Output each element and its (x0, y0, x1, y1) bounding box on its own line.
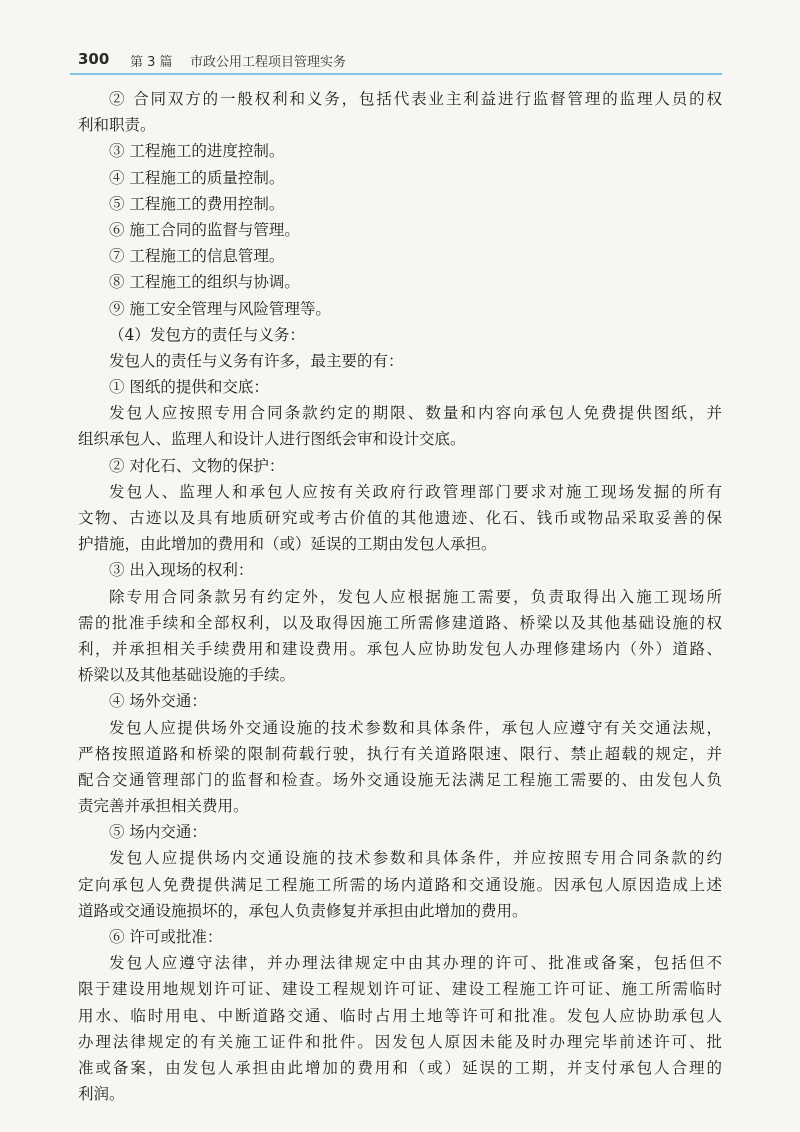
page-body (78, 86, 722, 1107)
text-line: 组织承包人、监理人和设计人进行图纸会审和设计交底。 (78, 430, 466, 449)
text-line: 发包人应遵守法律，并办理法律规定中由其办理的许可、批准或备案，包括但不 (109, 954, 722, 973)
text-line: ⑦ 工程施工的信息管理。 (109, 247, 285, 266)
text-line: 用水、临时用电、中断道路交通、临时占用土地等许可和批准。发包人应协助承包人 (78, 1006, 722, 1025)
text-line: ③ 工程施工的进度控制。 (109, 142, 285, 161)
text-line: ④ 场外交通： (109, 692, 207, 711)
text-line: 利，并承担相关手续费用和建设费用。承包人应协助发包人办理修建场内（外）道路、 (78, 639, 722, 658)
text-line: 责完善并承担相关费用。 (78, 797, 249, 816)
text-line: 桥梁以及其他基础设施的手续。 (78, 666, 296, 685)
text-line: ④ 工程施工的质量控制。 (109, 168, 285, 187)
text-line: 护措施，由此增加的费用和（或）延误的工期由发包人承担。 (78, 535, 497, 554)
text-line: 发包人的责任与义务有许多，最主要的有： (109, 351, 404, 370)
part-title: 市政公用工程项目管理实务 (190, 55, 347, 70)
text-line: ⑥ 许可或批准： (109, 928, 223, 946)
text-line: 道路或交通设施损坏的，承包人负责修复并承担由此增加的费用。 (78, 901, 528, 920)
text-line: 准或备案，由发包人承担由此增加的费用和（或）延误的工期，并支付承包人合理的 (78, 1058, 722, 1077)
text-line: ② 合同双方的一般权利和义务，包括代表业主利益进行监督管理的监理人员的权 (109, 90, 722, 108)
text-line: 发包人应提供场外交通设施的技术参数和具体条件，承包人应遵守有关交通法规， (109, 718, 722, 737)
text-line: ③ 出入现场的权利： (109, 561, 254, 580)
text-line: ⑧ 工程施工的组织与协调。 (109, 273, 300, 292)
text-line: 发包人应按照专用合同条款约定的期限、数量和内容向承包人免费提供图纸，并 (109, 404, 722, 423)
text-line: 文物、古迹以及具有地质研究或考古价值的其他遗迹、化石、钱币或物品采取妥善的保 (78, 509, 722, 527)
text-line: 除专用合同条款另有约定外，发包人应根据施工需要，负责取得出入施工现场所 (109, 587, 722, 606)
text-line: 定向承包人免费提供满足工程施工所需的场内道路和交通设施。因承包人原因造成上述 (78, 875, 722, 894)
text-line: 发包人应提供场内交通设施的技术参数和具体条件，并应按照专用合同条款的约 (109, 849, 722, 868)
text-line: ⑤ 场内交通： (109, 823, 207, 842)
text-line: 利润。 (78, 1085, 125, 1104)
text-line: 发包人、监理人和承包人应按有关政府行政管理部门要求对施工现场发掘的所有 (109, 482, 722, 501)
text-line: 办理法律规定的有关施工证件和批件。因发包人原因未能及时办理完毕前述许可、批 (78, 1032, 722, 1051)
text-line: （4）发包方的责任与义务： (109, 325, 305, 344)
text-line: 配合交通管理部门的监督和检查。场外交通设施无法满足工程施工需要的、由发包人负 (78, 770, 722, 789)
page-number: 300 (78, 50, 110, 68)
text-line: ⑥ 施工合同的监督与管理。 (109, 220, 300, 239)
running-header (78, 50, 718, 72)
text-line: ⑤ 工程施工的费用控制。 (109, 194, 285, 213)
part-label: 第 3 篇 (130, 55, 173, 70)
text-line: 需的批准手续和全部权利，以及取得因施工所需修建道路、桥梁以及其他基础设施的权 (78, 613, 722, 632)
text-line: ① 图纸的提供和交底： (109, 378, 269, 397)
text-line: 限于建设用地规划许可证、建设工程规划许可证、建设工程施工许可证、施工所需临时 (78, 980, 722, 999)
text-line: 严格按照道路和桥梁的限制荷载行驶，执行有关道路限速、限行、禁止超载的规定，并 (78, 744, 722, 763)
header-rule (70, 73, 722, 75)
text-line: 利和职责。 (78, 116, 156, 135)
text-line: ⑨ 施工安全管理与风险管理等。 (109, 299, 331, 318)
text-line: ② 对化石、文物的保护： (109, 456, 285, 475)
